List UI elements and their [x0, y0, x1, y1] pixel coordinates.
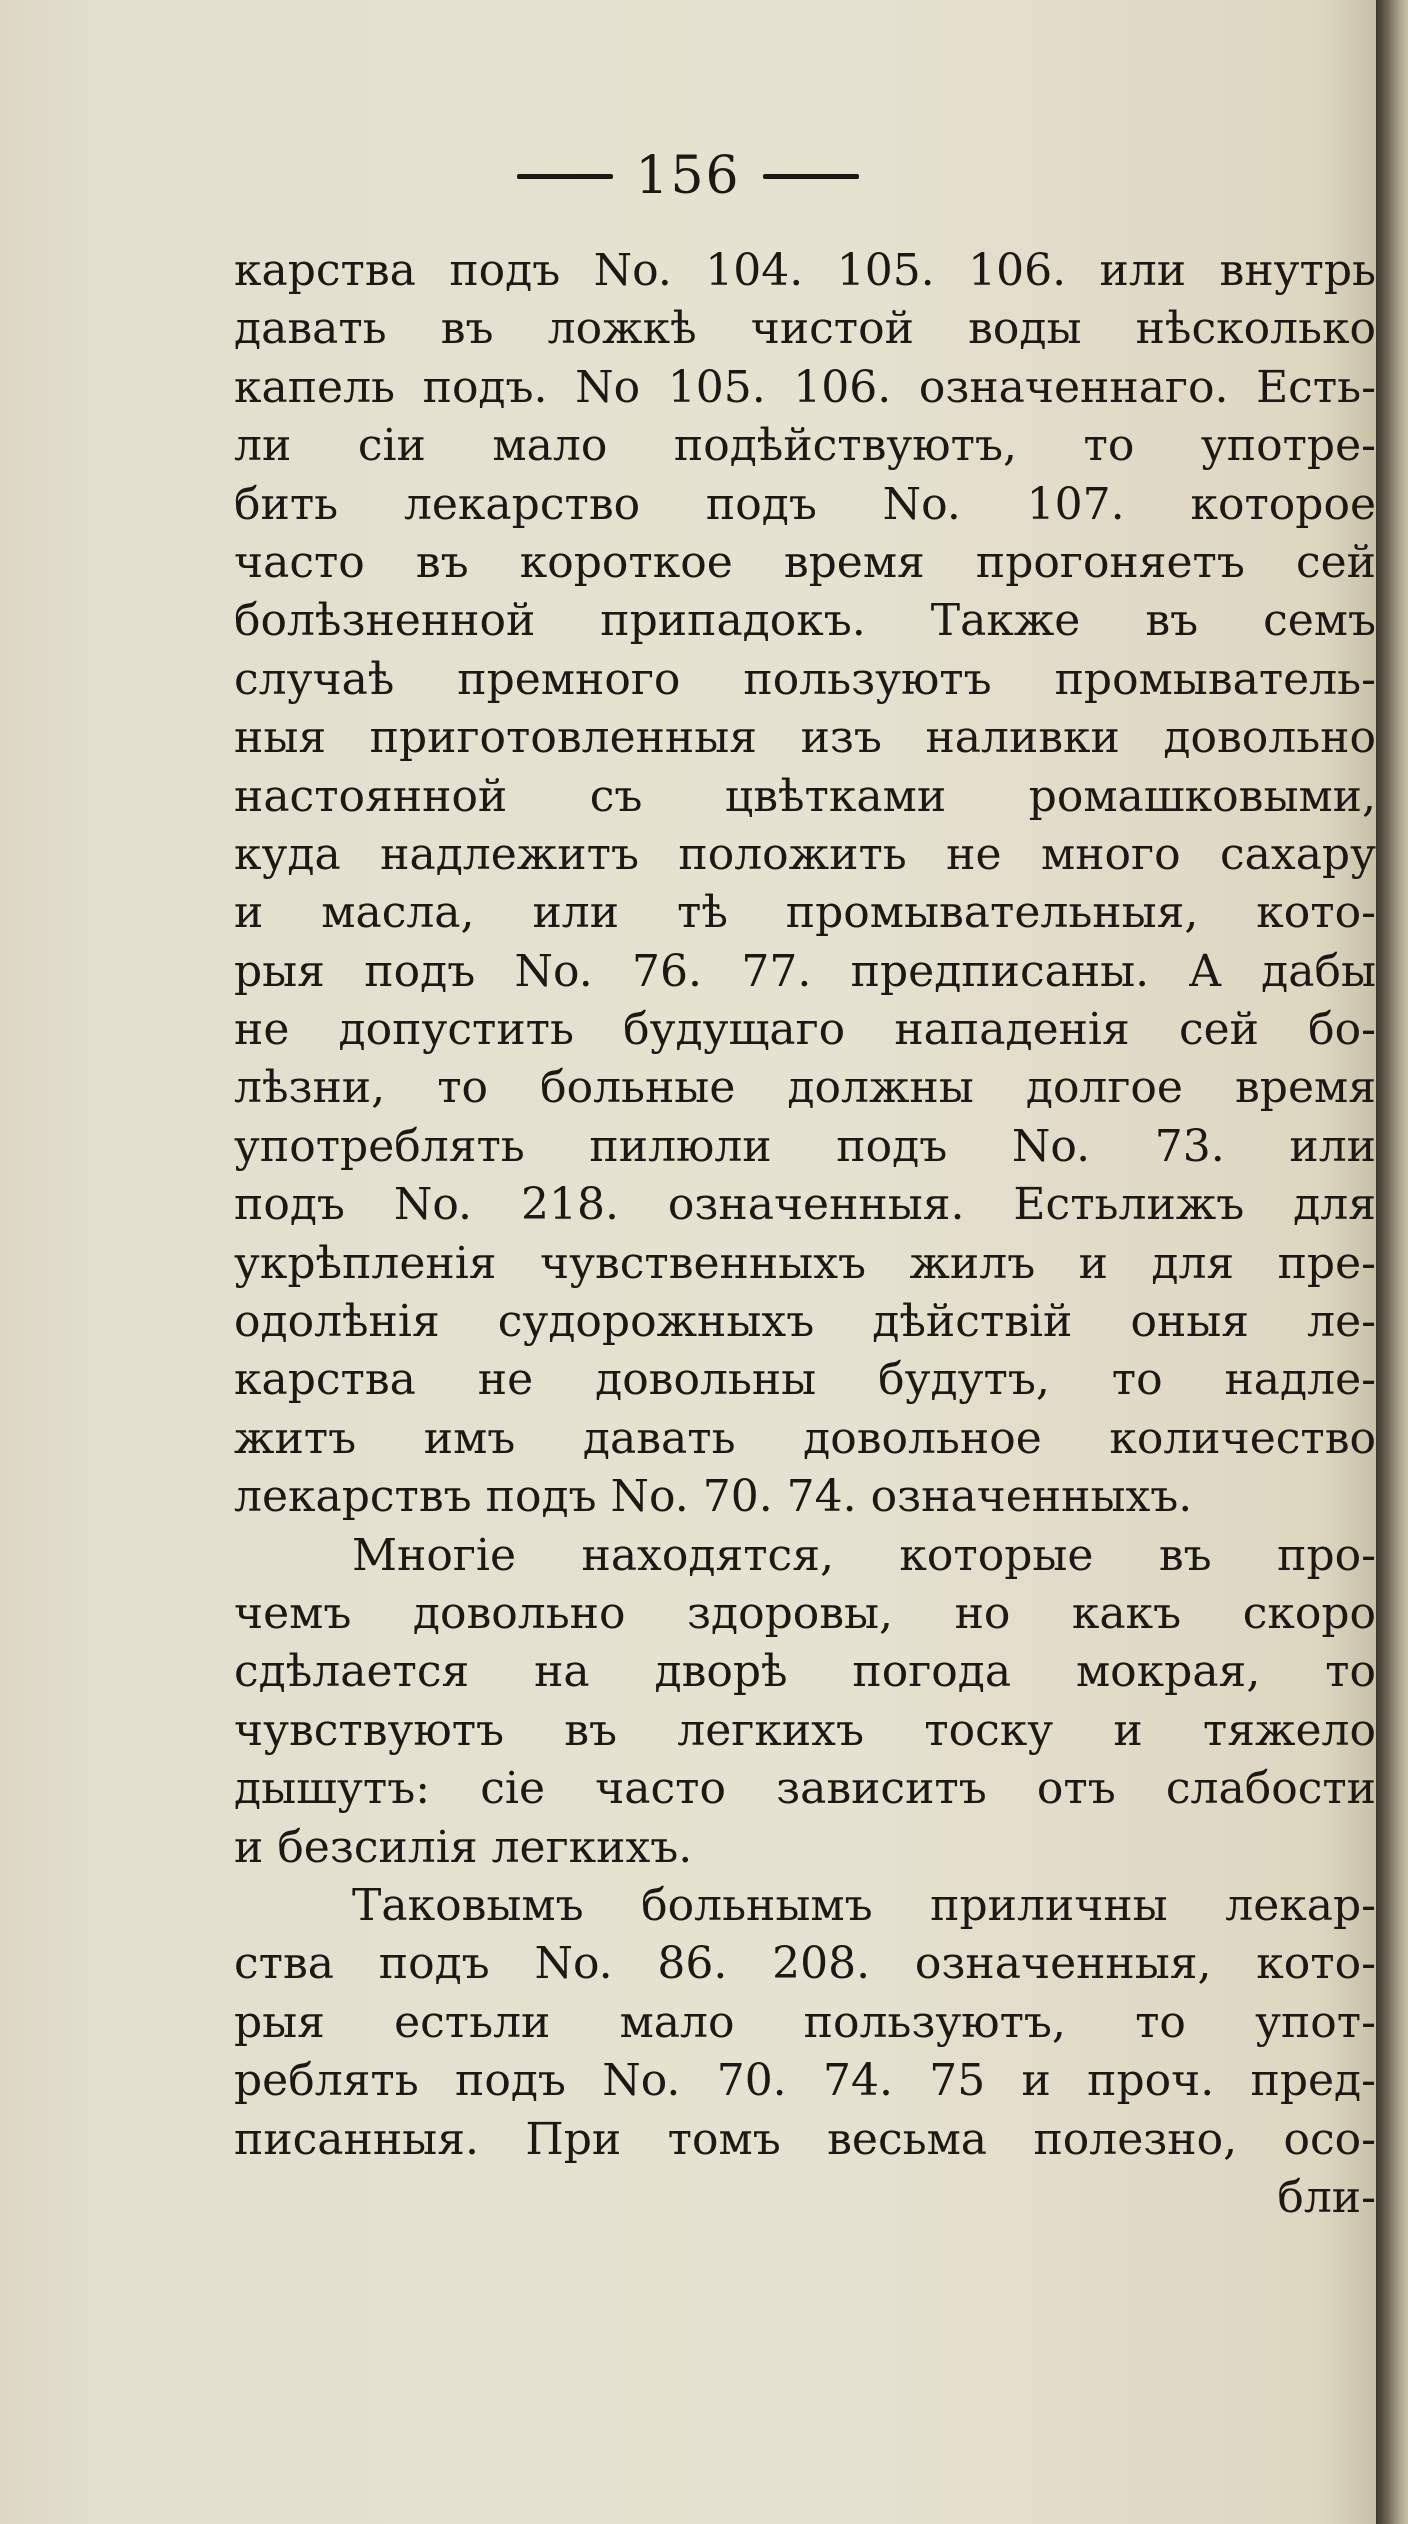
text-line: болѣзненной припадокъ. Также въ семъ: [234, 595, 1376, 647]
text-line: бить лекарство подъ No. 107. которое: [234, 478, 1376, 530]
page-header: [0, 146, 1376, 206]
text-line: писанныя. При томъ весьма полезно, осо-: [234, 2113, 1376, 2165]
text-line: и масла, или тѣ промывательныя, кото-: [234, 887, 1376, 939]
text-line: житъ имъ давать довольное количество: [234, 1412, 1376, 1464]
text-line: употреблять пилюли подъ No. 73. или: [234, 1120, 1376, 1172]
text-line: и безсилія легкихъ.: [234, 1821, 693, 1873]
text-line: дышутъ: сіе часто зависитъ отъ слабости: [234, 1763, 1376, 1815]
text-line: лѣзни, то больные должны долгое время: [234, 1062, 1376, 1114]
text-line: рыя естьли мало пользуютъ, то упот-: [234, 1996, 1376, 2048]
text-line: лекарствъ подъ No. 70. 74. означенныхъ.: [234, 1471, 1193, 1523]
text-line: капель подъ. No 105. 106. означеннаго. Есть-: [234, 361, 1376, 413]
body-text: [234, 242, 1376, 2227]
page-number: 156: [635, 146, 741, 206]
text-line: чемъ довольно здоровы, но какъ скоро: [234, 1587, 1376, 1639]
text-line: рыя подъ No. 76. 77. предписаны. А дабы: [234, 945, 1376, 997]
text-line: реблять подъ No. 70. 74. 75 и проч. пред-: [234, 2055, 1376, 2107]
text-line: карства подъ No. 104. 105. 106. или внутрь: [234, 245, 1376, 296]
text-line: Многіе находятся, которые въ про-: [352, 1529, 1376, 1581]
text-line: настоянной съ цвѣтками ромашковыми,: [234, 770, 1376, 822]
text-line: карства не довольны будутъ, то надле-: [234, 1354, 1376, 1406]
text-line: часто въ короткое время прогоняетъ сей: [234, 536, 1376, 588]
text-line: ства подъ No. 86. 208. означенныя, кото-: [234, 1938, 1376, 1990]
text-line: куда надлежитъ положить не много сахару: [234, 828, 1376, 880]
left-dash-ornament: [517, 174, 613, 179]
text-line: давать въ ложкѣ чистой воды нѣсколько: [234, 303, 1376, 355]
page-edge-shadow: [1376, 0, 1408, 2524]
text-line: чувствуютъ въ легкихъ тоску и тяжело: [234, 1704, 1376, 1756]
text-line: случаѣ премного пользуютъ промыватель-: [234, 653, 1376, 705]
text-line: сдѣлается на дворѣ погода мокрая, то: [234, 1646, 1376, 1698]
text-line: укрѣпленія чувственныхъ жилъ и для пре-: [234, 1237, 1376, 1289]
text-line: ли сіи мало подѣйствуютъ, то употре-: [234, 420, 1376, 472]
text-line: одолѣнія судорожныхъ дѣйствій оныя ле-: [234, 1296, 1376, 1348]
text-line: Таковымъ больнымъ приличны лекар-: [352, 1879, 1376, 1931]
right-dash-ornament: [763, 174, 859, 179]
text-line: подъ No. 218. означенныя. Естьлижъ для: [234, 1179, 1376, 1231]
catchword: бли-: [1277, 2171, 1376, 2223]
text-line: не допустить будущаго нападенія сей бо-: [234, 1004, 1376, 1056]
text-line: ныя приготовленныя изъ наливки довольно: [234, 712, 1376, 764]
